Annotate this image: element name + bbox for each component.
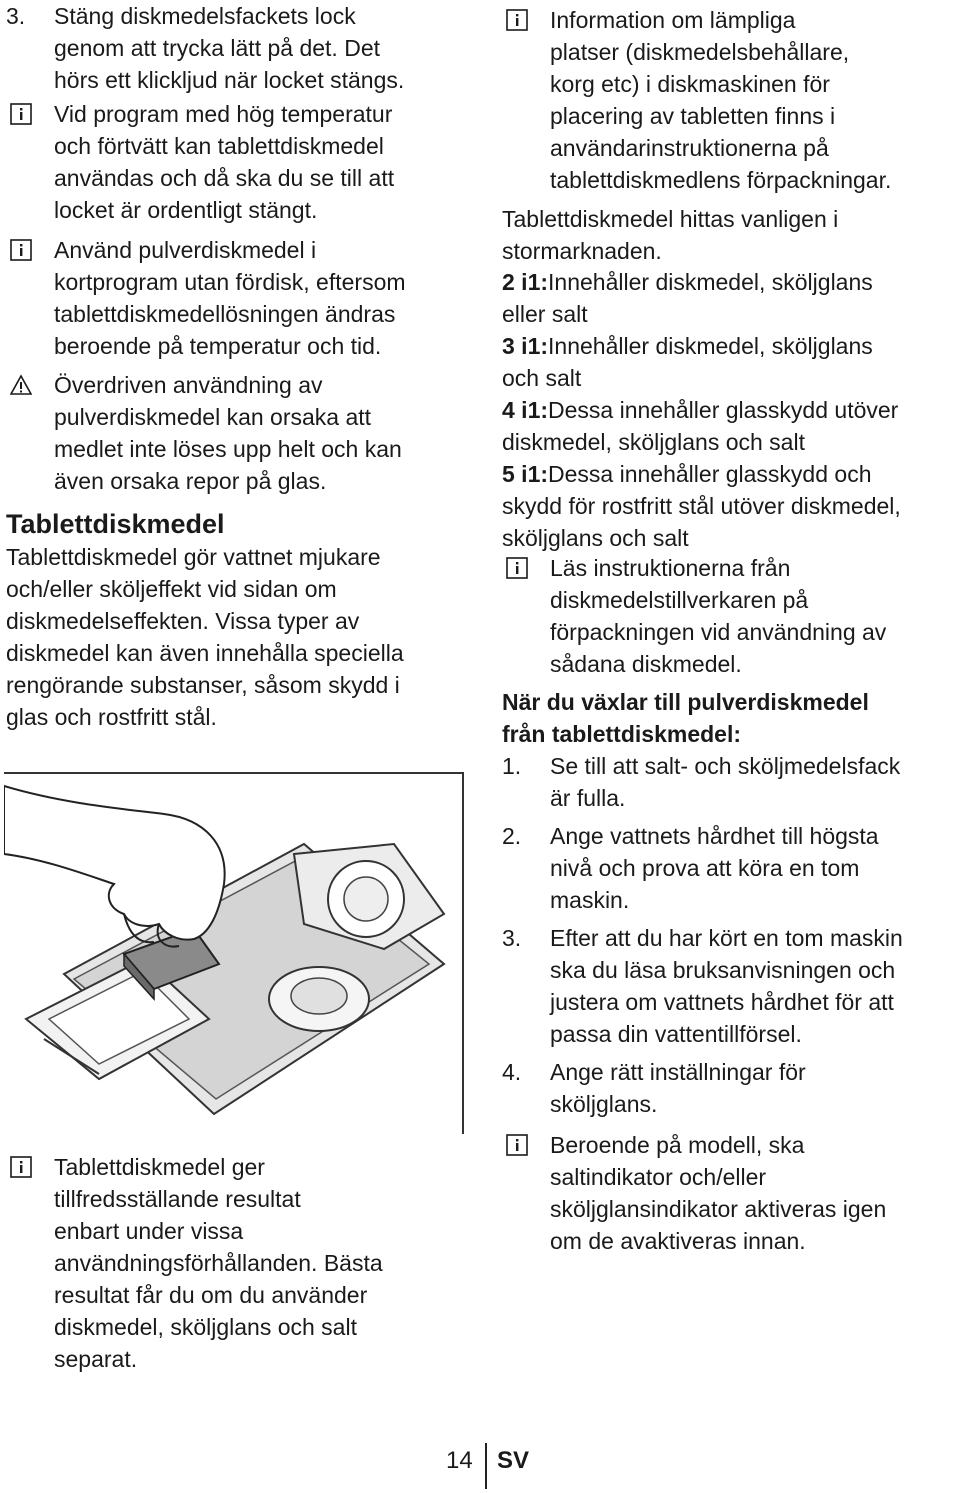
note-line: användarinstruktionerna på [550,135,829,161]
type-line [502,330,960,362]
subheading-line: När du växlar till pulverdiskmedel [502,689,869,715]
illustration-drawing [4,774,462,1134]
footer-divider [485,1443,487,1489]
info-icon [10,1156,32,1178]
para-line: diskmedelseffekten. Vissa typer av [6,608,360,634]
note-line: beroende på temperatur och tid. [54,333,382,359]
type-label: 3 i1: [502,333,549,359]
step-text-line: är fulla. [550,785,626,811]
note-line: enbart under vissa [54,1218,244,1244]
type-line [502,266,960,298]
note-line: pulverdiskmedel kan orsaka att [54,404,372,430]
note-line: separat. [54,1346,138,1372]
note-line: Vid program med hög temperatur [54,101,393,127]
numbered-step [502,750,960,814]
para-line: och/eller sköljeffekt vid sidan om [6,576,337,602]
note-line: medlet inte löses upp helt och kan [54,436,402,462]
info-note-4 [502,4,960,196]
note-body [6,1151,466,1375]
note-body [502,552,960,680]
note-line: Tablettdiskmedel ger [54,1154,265,1180]
info-note-3 [6,1151,466,1375]
step-number: 3. [502,925,522,951]
note-line: även orsaka repor på glas. [54,468,327,494]
info-note-6 [502,1129,960,1257]
note-line: Läs instruktionerna från [550,555,791,581]
step-text-line: Ange rätt inställningar för [550,1059,806,1085]
type-line: sköljglans och salt [502,525,689,551]
step-number: 4. [502,1059,522,1085]
step-text-line: genom att trycka lätt på det. Det [54,35,380,61]
note-line: tillfredsställande resultat [54,1186,301,1212]
step-text-line: Se till att salt- och sköljmedelsfack [550,753,901,779]
para-line: rengörande substanser, såsom skydd i [6,672,400,698]
note-line: förpackningen vid användning av [550,619,887,645]
section-paragraph [6,541,468,733]
note-line: användningsförhållanden. Bästa [54,1250,383,1276]
dispenser-illustration [4,772,464,1134]
note-line: tablettdiskmedellösningen ändras [54,301,396,327]
info-note-1 [6,98,466,226]
type-desc: Dessa innehåller glasskydd utöver [548,397,899,423]
page-footer [0,1443,960,1489]
info-icon [506,9,528,31]
step-text-line: nivå och prova att köra en tom [550,855,860,881]
steps-list [502,750,960,1126]
note-line: och förtvätt kan tablettdiskmedel [54,133,384,159]
type-desc: Dessa innehåller glasskydd och [548,461,872,487]
step-text-line: maskin. [550,887,630,913]
warning-icon [10,374,32,396]
type-entry [502,330,960,394]
step-text-line: justera om vattnets hårdhet för att [550,989,894,1015]
note-body [6,369,466,497]
note-line: sköljglansindikator aktiveras igen [550,1196,887,1222]
note-line: om de avaktiveras innan. [550,1228,806,1254]
note-line: Använd pulverdiskmedel i [54,237,317,263]
para-line: glas och rostfritt stål. [6,704,217,730]
note-line: Beroende på modell, ska [550,1132,805,1158]
section-heading: Tablettdiskmedel [6,509,225,539]
info-icon [10,239,32,261]
warning-note [6,369,466,497]
step-text-line: passa din vattentillförsel. [550,1021,802,1047]
note-line: Information om lämpliga [550,7,796,33]
numbered-step [502,820,960,916]
note-line: Överdriven användning av [54,372,323,398]
step-text-line: ska du läsa bruksanvisningen och [550,957,896,983]
note-body [6,98,466,226]
para-line: Tablettdiskmedel gör vattnet mjukare [6,544,381,570]
note-line: användas och då ska du se till att [54,165,395,191]
step-number: 2. [502,823,522,849]
tablet-types-list [502,266,960,554]
type-desc: Innehåller diskmedel, sköljglans [548,269,873,295]
note-line: saltindikator och/eller [550,1164,767,1190]
type-entry [502,458,960,554]
type-label: 2 i1: [502,269,549,295]
note-body [502,1129,960,1257]
step-text-line: Efter att du har kört en tom maskin [550,925,903,951]
type-line: och salt [502,365,582,391]
type-line: eller salt [502,301,588,327]
step-text-line: Ange vattnets hårdhet till högsta [550,823,879,849]
type-label: 5 i1: [502,461,549,487]
step-number: 3. [6,3,26,29]
note-line: resultat får du om du använder [54,1282,368,1308]
type-line: diskmedel, sköljglans och salt [502,429,805,455]
step-number: 1. [502,753,522,779]
note-line: diskmedelstillverkaren på [550,587,809,613]
subheading [502,686,960,750]
step-3 [6,0,466,96]
info-icon [10,103,32,125]
note-line: placering av tabletten finns i [550,103,836,129]
language-code: SV [497,1447,530,1474]
para-line: stormarknaden. [502,238,662,264]
step-text-line: Stäng diskmedelsfackets lock [54,3,356,29]
note-line: diskmedel, sköljglans och salt [54,1314,357,1340]
step-text-line: hörs ett klickljud när locket stängs. [54,67,405,93]
note-line: korg etc) i diskmaskinen för [550,71,830,97]
numbered-step [502,922,960,1050]
type-entry [502,266,960,330]
info-icon [506,1134,528,1156]
type-label: 4 i1: [502,397,549,423]
para-line: diskmedel kan även innehålla speciella [6,640,404,666]
type-line [502,458,960,490]
subheading-line: från tablettdiskmedel: [502,721,741,747]
info-icon [506,557,528,579]
type-line [502,394,960,426]
numbered-step [6,0,466,96]
note-body [502,4,960,196]
note-line: kortprogram utan fördisk, eftersom [54,269,406,295]
paragraph-availability [502,203,960,267]
info-note-2 [6,234,466,362]
note-line: locket är ordentligt stängt. [54,197,318,223]
info-note-5 [502,552,960,680]
type-line: skydd för rostfritt stål utöver diskmedel, [502,493,901,519]
type-desc: Innehåller diskmedel, sköljglans [548,333,873,359]
note-body [6,234,466,362]
numbered-step [502,1056,960,1120]
type-entry [502,394,960,458]
para-line: Tablettdiskmedel hittas vanligen i [502,206,839,232]
note-line: sådana diskmedel. [550,651,742,677]
step-text-line: sköljglans. [550,1091,658,1117]
note-line: tablettdiskmedlens förpackningar. [550,167,892,193]
page-number: 14 [446,1447,473,1474]
note-line: platser (diskmedelsbehållare, [550,39,850,65]
